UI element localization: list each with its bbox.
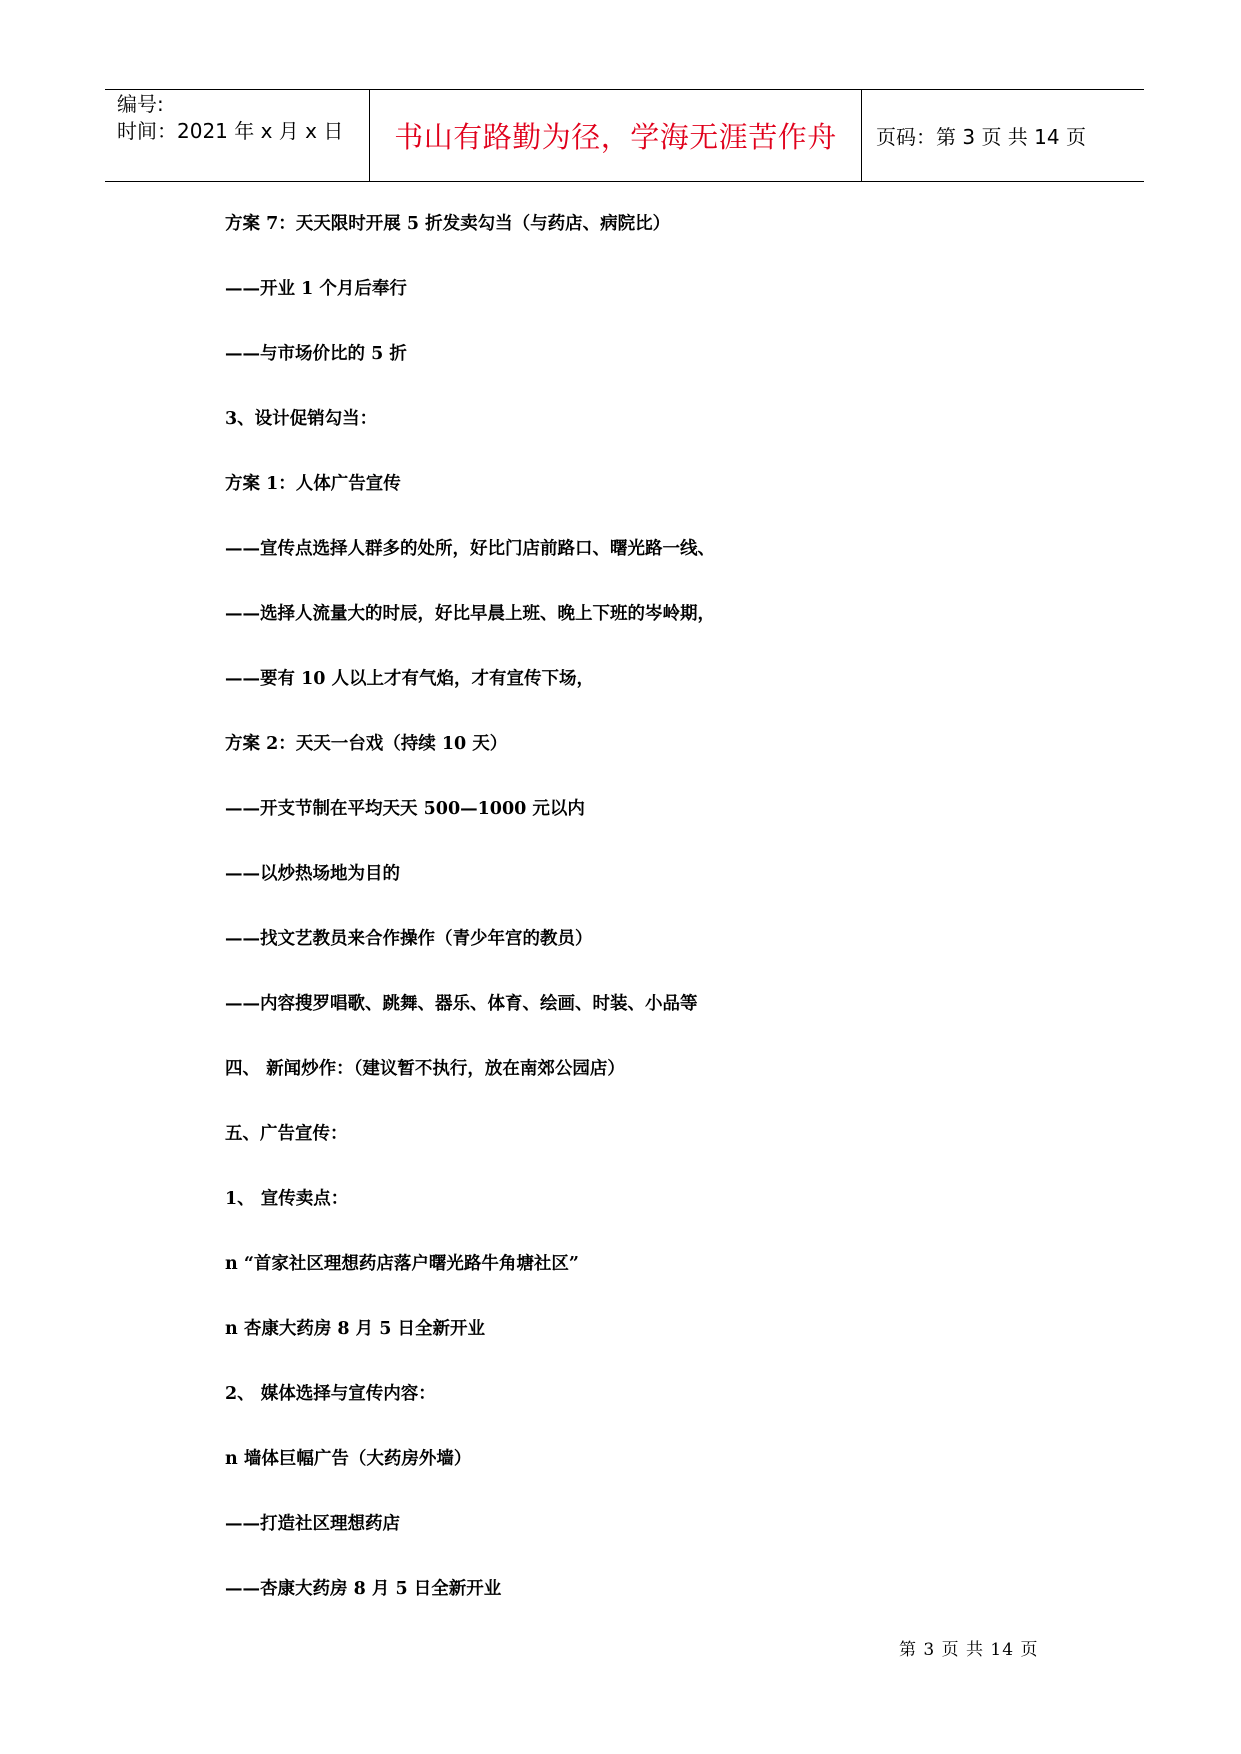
body-line: ——开业 1 个月后奉行 bbox=[225, 279, 407, 299]
header-motto-cell bbox=[369, 90, 862, 181]
body-line: ——要有 10 人以上才有气焰，才有宣传下场， bbox=[225, 669, 595, 689]
body-line: 1、 宣传卖点： bbox=[225, 1189, 349, 1209]
body-line: 方案 2：天天一台戏（持续 10 天） bbox=[225, 734, 508, 754]
body-line: ——打造社区理想药店 bbox=[225, 1514, 400, 1534]
page-header bbox=[105, 89, 1144, 182]
body-line: ——宣传点选择人群多的处所，好比门店前路口、曙光路一线、 bbox=[225, 539, 715, 559]
body-line: ——开支节制在平均天天 500—1000 元以内 bbox=[225, 799, 585, 819]
body-line: ——内容搜罗唱歌、跳舞、器乐、体育、绘画、时装、小品等 bbox=[225, 994, 698, 1014]
body-line: 方案 1：人体广告宣传 bbox=[225, 474, 401, 494]
body-line: n 墙体巨幅广告（大药房外墙） bbox=[225, 1449, 472, 1469]
body-line: ——选择人流量大的时辰，好比早晨上班、晚上下班的岑岭期， bbox=[225, 604, 715, 624]
body-line: ——以炒热场地为目的 bbox=[225, 864, 400, 884]
header-page-cell bbox=[862, 90, 1144, 181]
motto-text: 书山有路勤为径，学海无涯苦作舟 bbox=[394, 120, 837, 154]
document-number-label: 编号: bbox=[117, 92, 164, 116]
document-time-label: 时间：2021 年 x 月 x 日 bbox=[117, 119, 344, 143]
body-line: ——杏康大药房 8 月 5 日全新开业 bbox=[225, 1579, 502, 1599]
body-line: 五、广告宣传： bbox=[225, 1124, 348, 1144]
body-line: n “首家社区理想药店落户曙光路牛角塘社区” bbox=[225, 1254, 579, 1274]
body-line: 3、设计促销勾当： bbox=[225, 409, 378, 429]
body-line: 2、 媒体选择与宣传内容： bbox=[225, 1384, 436, 1404]
page-code-label: 页码：第 3 页 共 14 页 bbox=[876, 125, 1086, 149]
body-line: 四、 新闻炒作：（建议暂不执行，放在南郊公园店） bbox=[225, 1059, 625, 1079]
body-line: n 杏康大药房 8 月 5 日全新开业 bbox=[225, 1319, 486, 1339]
page-footer: 第 3 页 共 14 页 bbox=[899, 1640, 1039, 1660]
body-line: 方案 7：天天限时开展 5 折发卖勾当（与药店、病院比） bbox=[225, 214, 671, 234]
body-line: ——找文艺教员来合作操作（青少年宫的教员） bbox=[225, 929, 593, 949]
header-info-cell bbox=[105, 90, 369, 181]
body-line: ——与市场价比的 5 折 bbox=[225, 344, 407, 364]
